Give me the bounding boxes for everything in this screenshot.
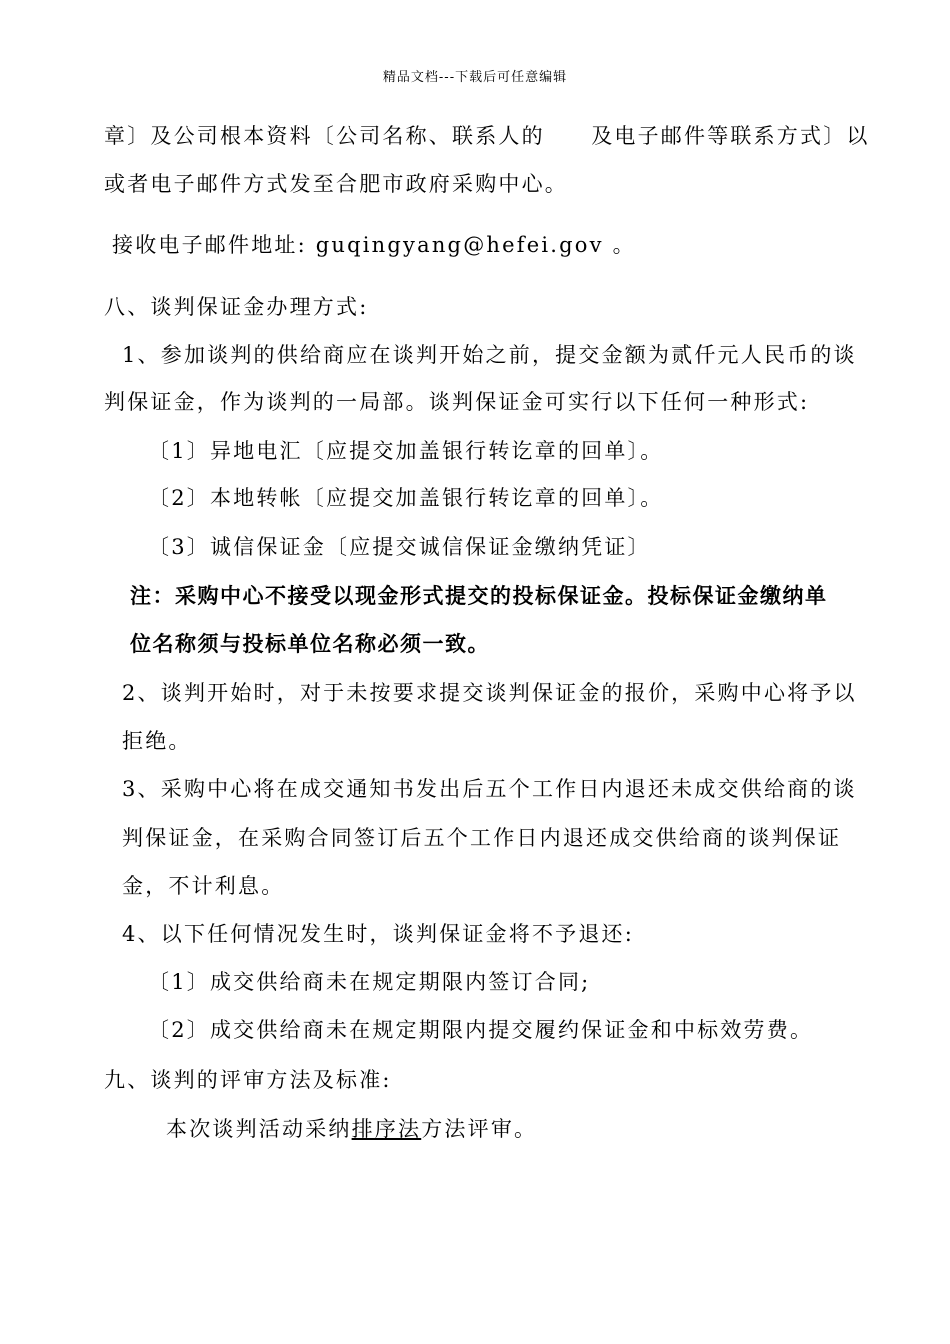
list-item: 〔3〕诚信保证金〔应提交诚信保证金缴纳凭证〕 [148,535,651,559]
section-heading: 八、谈判保证金办理方式: [104,295,369,319]
text-line: 判保证金，在采购合同签订后五个工作日内退还成交供给商的谈判保证 [122,826,842,850]
text-line: 接收电子邮件地址: guqingyang@hefei.gov 。 [112,233,636,257]
text-line: 1、参加谈判的供给商应在谈判开始之前，提交金额为贰仟元人民币的谈 [122,343,857,367]
note-line: 位名称须与投标单位名称必须一致。 [130,632,490,656]
text-line: 4、以下任何情况发生时，谈判保证金将不予退还: [122,922,635,946]
list-item: 〔2〕成交供给商未在规定期限内提交履约保证金和中标效劳费。 [148,1018,814,1042]
section-heading: 九、谈判的评审方法及标准: [104,1068,392,1092]
text-segment: 方法评审。 [421,1117,538,1141]
list-item: 〔2〕本地转帐〔应提交加盖银行转讫章的回单〕。 [148,486,664,510]
text-line [166,1115,537,1143]
note-line: 注：采购中心不接受以现金形式提交的投标保证金。投标保证金缴纳单 [130,584,828,608]
underlined-term: 排序法 [351,1117,422,1141]
page-header: 精品文档---下载后可任意编辑 [382,70,568,85]
list-item: 〔1〕成交供给商未在规定期限内签订合同; [148,970,591,994]
text-line: 判保证金，作为谈判的一局部。谈判保证金可实行以下任何一种形式: [104,390,810,414]
text-line: 金，不计利息。 [122,874,285,898]
text-line: 2、谈判开始时，对于未按要求提交谈判保证金的报价，采购中心将予以 [122,681,857,705]
text-line: 章〕及公司根本资料〔公司名称、联系人的 及电子邮件等联系方式〕以 [104,124,870,148]
text-line: 拒绝。 [122,729,192,753]
list-item: 〔1〕异地电汇〔应提交加盖银行转讫章的回单〕。 [148,439,664,463]
text-segment: 本次谈判活动采纳 [166,1117,352,1141]
text-line: 或者电子邮件方式发至合肥市政府采购中心。 [104,172,568,196]
text-line: 3、采购中心将在成交通知书发出后五个工作日内退还未成交供给商的谈 [122,777,857,801]
